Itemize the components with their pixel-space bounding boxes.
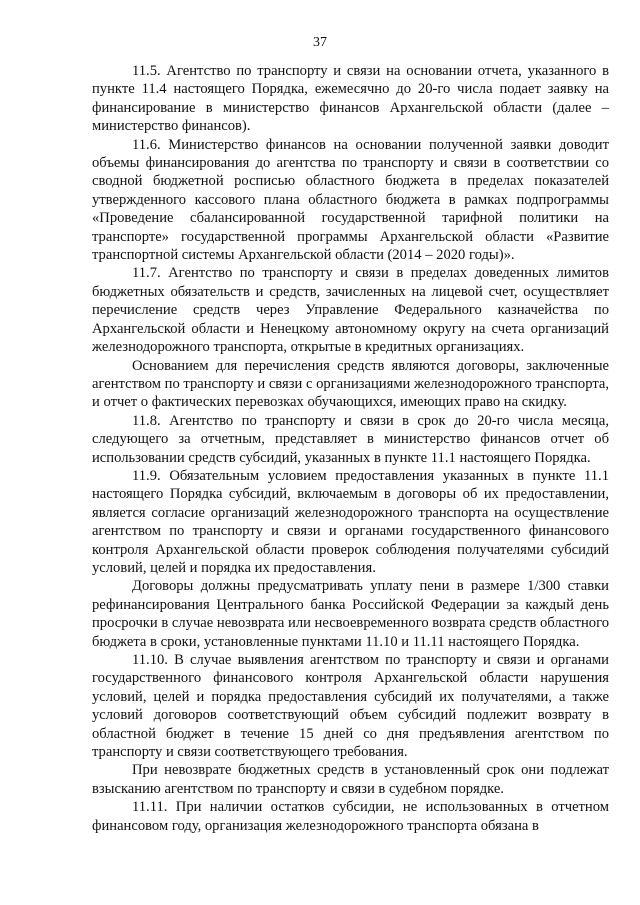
paragraph-11-6: 11.6. Министерство финансов на основании полученной заявки доводит объемы финансирования до агентства по транспорту и связи в соответствии со сводной бюджетной росписью областного бюджета в пределах показателей утвержденного кассового плана областного бюджета в рамках подпрограммы «Проведение сбалансированной государственной тарифной политики на транспорте» государственной программы Архангельской области «Развитие транспортной системы Архангельской области (2014 – 2020 годы)». xyxy=(92,136,609,264)
paragraph-11-9-contracts: Договоры должны предусматривать уплату пени в размере 1/300 ставки рефинансирования Центрального банка Российской Федерации за каждый день просрочки в случае невозврата или несвоевременного возврата средств областного бюджета в сроки, установленные пунктами 11.10 и 11.11 настоящего Порядка. xyxy=(92,578,609,650)
paragraph-11-11: 11.11. При наличии остатков субсидии, не использованных в отчетном финансовом году, организация железнодорожного транспорта обязана в xyxy=(92,799,609,834)
paragraph-11-8: 11.8. Агентство по транспорту и связи в срок до 20-го числа месяца, следующего за отчетным, представляет в министерство финансов отчет об использовании средств субсидий, указанных в пункте 11.1 настоящего Порядка. xyxy=(92,412,609,466)
page-number: 37 xyxy=(313,35,327,50)
paragraph-11-10: 11.10. В случае выявления агентством по транспорту и связи и органами государственного финансового контроля Архангельской области нарушения условий, целей и порядка предоставления субсидий их получателями, а также условий договоров соответствующий объем субсидий подлежит возврату в областной бюджет в течение 15 дней со дня предъявления агентством по транспорту и связи соответствующего требования. xyxy=(92,652,609,761)
paragraph-11-10-recovery: При невозврате бюджетных средств в установленный срок они подлежат взысканию агентством по транспорту и связи в судебном порядке. xyxy=(92,762,609,797)
document-body xyxy=(92,62,609,835)
paragraph-11-7-basis: Основанием для перечисления средств являются договоры, заключенные агентством по транспорту и связи с организациями железнодорожного транспорта, и отчет о фактических перевозках обучающихся, имеющих право на скидку. xyxy=(92,357,609,411)
paragraph-11-7: 11.7. Агентство по транспорту и связи в пределах доведенных лимитов бюджетных обязательств и средств, зачисленных на лицевой счет, осуществляет перечисление средств через Управление Федерального казначейства по Архангельской области и Ненецкому автономному округу на счета организаций железнодорожного транспорта, открытые в кредитных организациях. xyxy=(92,265,609,356)
paragraph-11-9: 11.9. Обязательным условием предоставления указанных в пункте 11.1 настоящего Порядка субсидий, включаемым в договоры об их предоставлении, является согласие организаций железнодорожного транспорта на осуществление агентством по транспорту и связи и органами государственного финансового контроля Архангельской области проверок соблюдения получателями субсидий условий, целей и порядка их предоставления. xyxy=(92,467,609,576)
paragraph-11-5: 11.5. Агентство по транспорту и связи на основании отчета, указанного в пункте 11.4 настоящего Порядка, ежемесячно до 20-го числа подает заявку на финансирование в министерство финансов Архангельской области (далее – министерство финансов). xyxy=(92,63,609,135)
